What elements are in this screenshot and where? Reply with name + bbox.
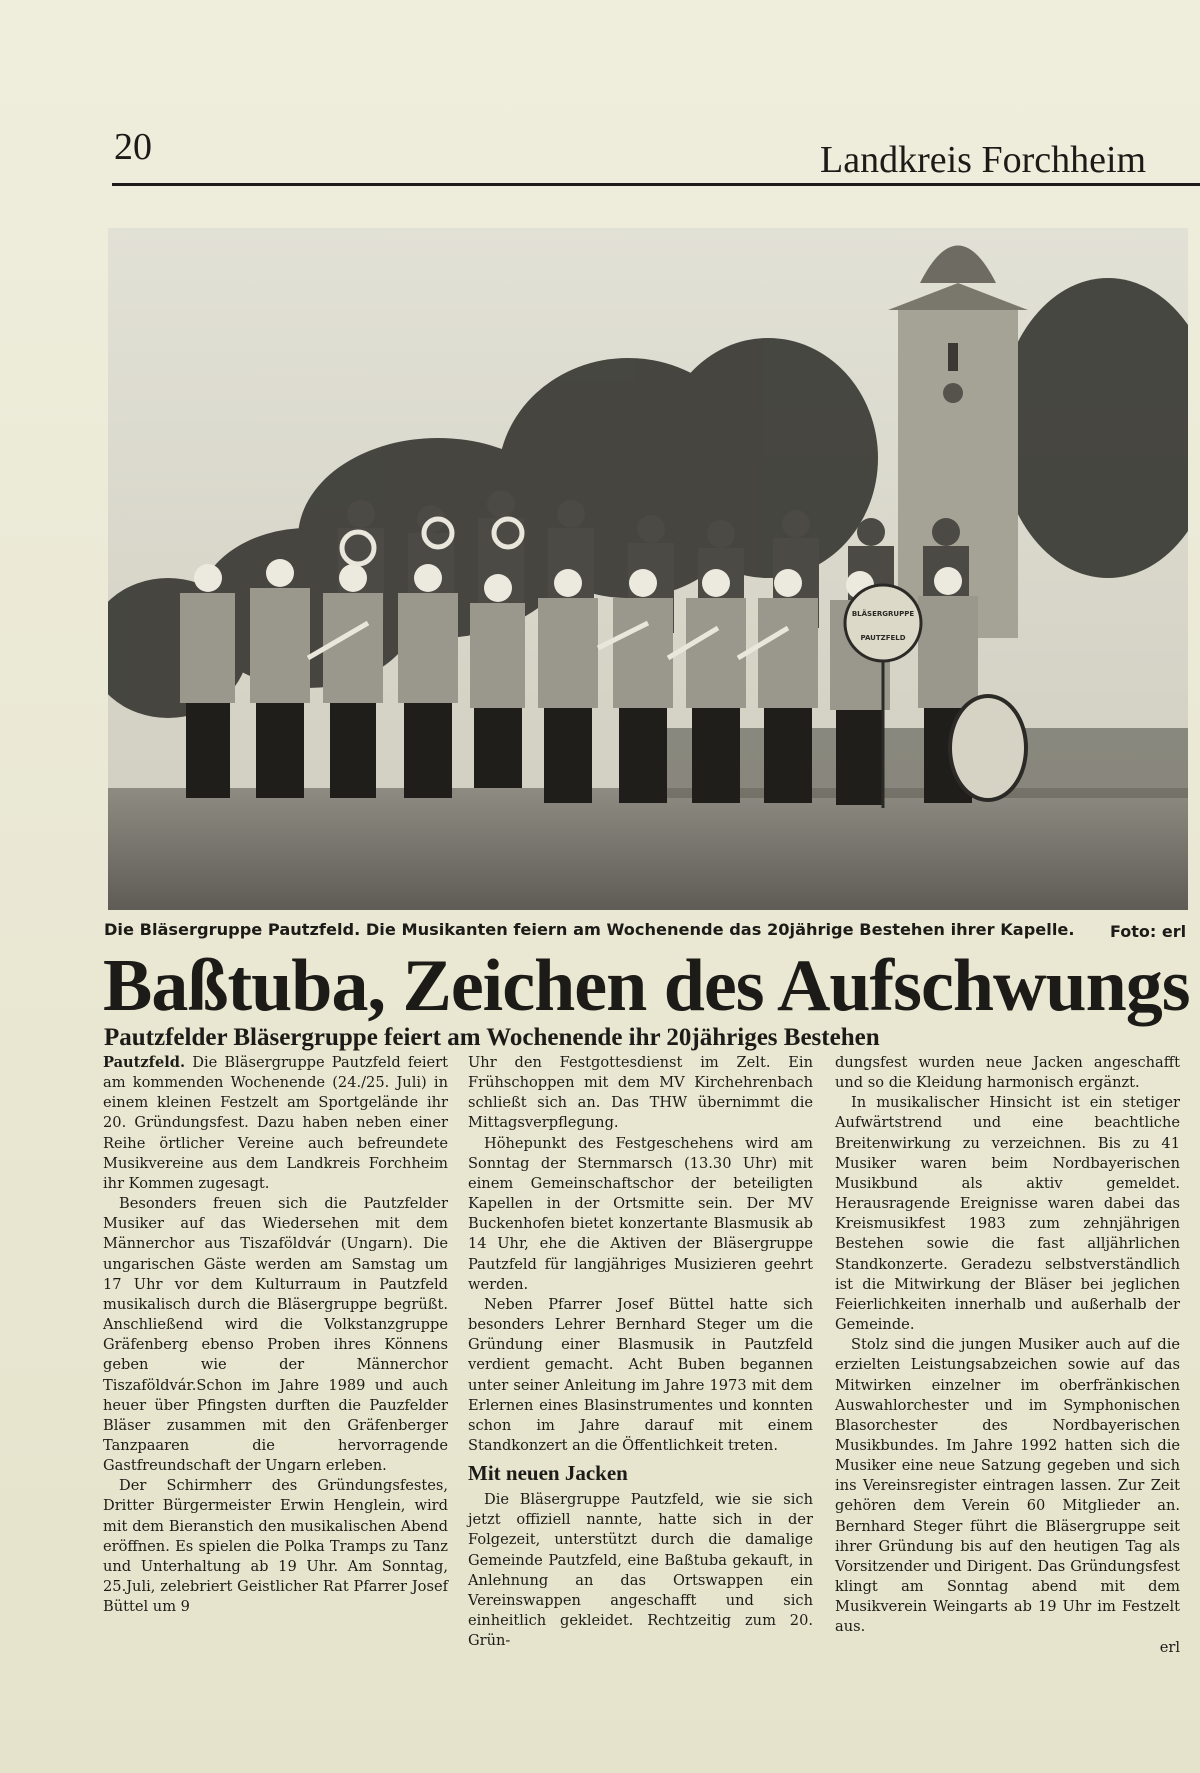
paragraph: Stolz sind die jungen Musiker auch auf die erzielten Leistungsabzeichen sowie auf das Mitwirken einzelner im oberfränkischen Auswahlorchester und im Symphonischen Blasorchester des Nordbayerischen Musikbundes. Im Jahre 1992 hatten sich die Musiker eine neue Satzung gegeben und sich ins Vereinsregister eintragen lassen. Zur Zeit gehören dem Verein 60 Mitglieder an. Bernhard Steger führt die Bläsergruppe seit ihrer Gründung bis auf den heutigen Tag als Vorsitzender und Dirigent. Das Gründungsfest klingt am Sonntag abend mit dem Musikverein Weingarts ab 19 Uhr im Festzelt aus. [835,1336,1180,1636]
band-photo [108,228,1188,910]
dateline: Pautzfeld. [103,1054,186,1071]
paragraph-text: Die Bläsergruppe Pautzfeld feiert am kommenden Wochenende (24./25. Juli) in einem kleinen Festzelt am Sportgelände ihr 20. Gründungsfest. Dazu haben neben einer Reihe örtlicher Vereine auch befreundete Musikvereine aus dem Landkreis Forchheim ihr Kommen zugesagt. [103,1054,449,1192]
drum-text-bottom: PAUTZFELD [860,634,906,642]
article-column-1 [103,1053,448,1617]
article-headline: Baßtuba, Zeichen des Aufschwungs [103,945,1190,1027]
paragraph: In musikalischer Hinsicht ist ein stetiger Aufwärtstrend und eine beachtliche Breitenwirkung zu verzeichnen. Bis zu 41 Musiker waren beim Nordbayerischen Musikbund als aktiv gemeldet. Herausragende Ereignisse waren dabei das Kreismusikfest 1983 zum zehnjährigen Bestehen sowie die fast alljährlichen Standkonzerte. Geradezu selbstverständlich ist die Mitwirkung der Bläser bei jeglichen Feierlichkeiten innerhalb und außerhalb der Gemeinde. [835,1094,1180,1334]
paragraph: Neben Pfarrer Josef Büttel hatte sich besonders Lehrer Bernhard Steger um die Gründung einer Blasmusik in Pautzfeld verdient gemacht. Acht Buben begannen unter seiner Anleitung im Jahre 1973 mit dem Erlernen eines Blasinstrumentes und konnten schon im Jahre darauf mit einem Standkonzert an die Öffentlichkeit treten. [468,1295,813,1454]
paragraph: dungsfest wurden neue Jacken angeschafft und so die Kleidung harmonisch ergänzt. [835,1054,1180,1092]
paragraph: Die Bläsergruppe Pautzfeld, wie sie sich jetzt offiziell nannte, hatte sich in der Folgezeit, unterstützt durch die damalige Gemeinde Pautzfeld, eine Baßtuba gekauft, in Anlehnung an das Ortswappen ein Vereinswappen angeschafft und sich einheitlich gekleidet. Rechtzeitig zum 20. Grün- [468,1491,813,1650]
article-subheadline: Pautzfelder Bläsergruppe feiert am Wochenende ihr 20jähriges Bestehen [104,1024,880,1051]
paragraph: Der Schirmherr des Gründungsfestes, Dritter Bürgermeister Erwin Henglein, wird mit dem Bieranstich den musikalischen Abend eröffnen. Es spielen die Polka Tramps zu Tanz und Unterhaltung ab 19 Uhr. Am Sonntag, 25.Juli, zelebriert Geistlicher Rat Pfarrer Josef Büttel um 9 [103,1477,448,1616]
drum-text-top: BLÄSERGRUPPE [851,610,915,618]
photo-caption: Die Bläsergruppe Pautzfeld. Die Musikanten feiern am Wochenende das 20jährige Bestehen ihrer Kapelle. [104,920,1075,939]
header-rule [112,183,1200,186]
paragraph: Höhepunkt des Festgeschehens wird am Sonntag der Sternmarsch (13.30 Uhr) mit einem Gemeinschaftschor der beteiligten Kapellen in der Ortsmitte sein. Der MV Buckenhofen bietet konzertante Blasmusik ab 14 Uhr, ehe die Aktiven der Bläsergruppe Pautzfeld für langjähriges Musizieren geehrt werden. [468,1134,813,1293]
photo-credit: Foto: erl [1110,922,1187,941]
article-column-3 [835,1053,1180,1658]
article-column-2 [468,1053,813,1651]
page-number: 20 [114,126,152,168]
paragraph: Besonders freuen sich die Pautzfelder Musiker auf das Wiedersehen mit dem Männerchor aus Tiszaföldvár (Ungarn). Die ungarischen Gäste werden am Samstag um 17 Uhr vor dem Kulturraum in Pautzfeld musikalisch durch die Bläsergruppe begrüßt. Anschließend wird die Volkstanzgruppe Gräfenberg ebenso Proben ihres Könnens geben wie der Männerchor Tiszaföldvár.Schon im Jahre 1989 und auch heuer über Pfingsten durften die Pauzfelder Bläser zusammen mit den Gräfenberger Tanzpaaren die hervorragende Gastfreundschaft der Ungarn erleben. [103,1195,448,1475]
paragraph: Uhr den Festgottesdienst im Zelt. Ein Frühschoppen mit dem MV Kirchehrenbach schließt sich an. Das THW übernimmt die Mittagsverpflegung. [468,1054,813,1132]
paragraph [103,1053,448,1194]
author-signature: erl [1159,1638,1180,1656]
section-title: Landkreis Forchheim [820,139,1147,181]
section-subheading: Mit neuen Jacken [468,1461,628,1486]
